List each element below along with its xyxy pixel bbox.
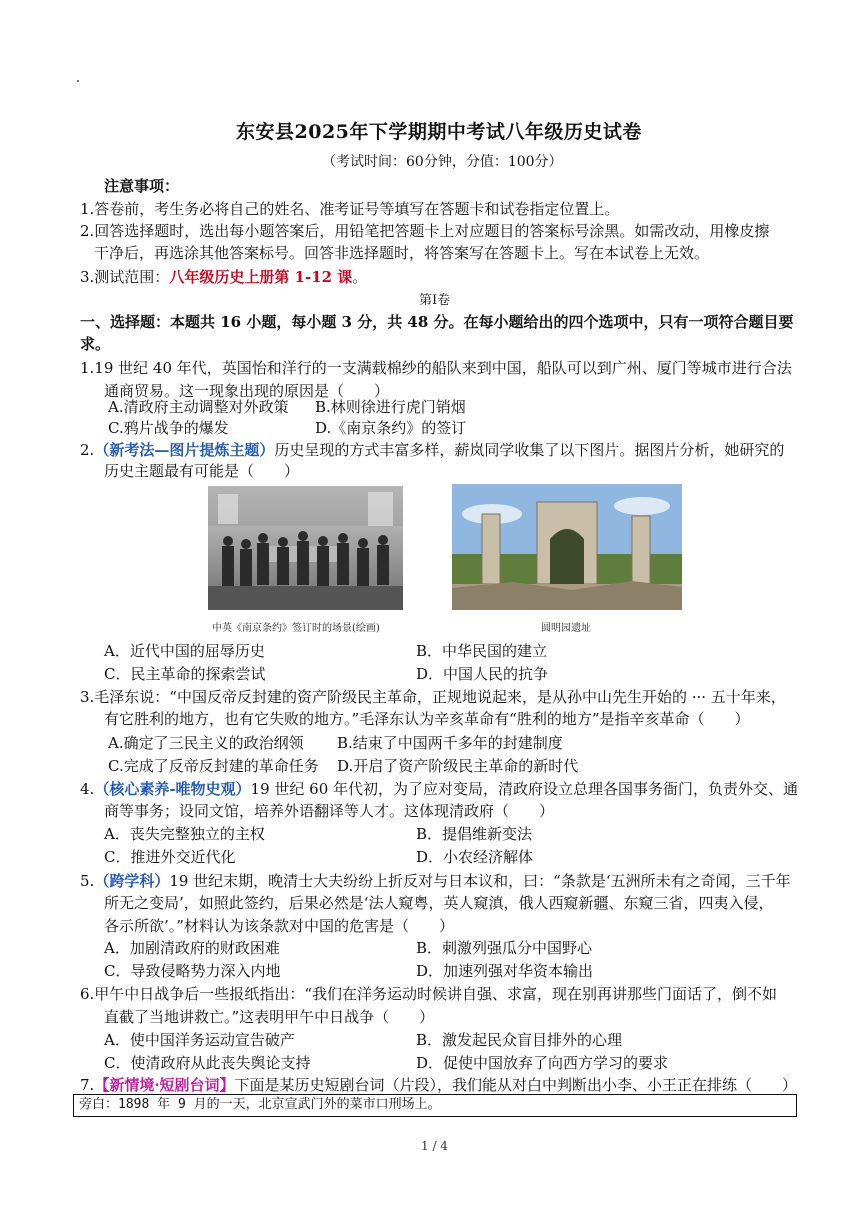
exam-subtitle: （考试时间：60分钟，分值：100分） — [322, 154, 563, 170]
notice-2b: 干净后，再选涂其他答案标号。回答非选择题时，将答案写在答题卡上。写在本试卷上无效。 — [94, 244, 710, 262]
q1-option-d: D.《南京条约》的签订 — [315, 419, 467, 437]
q1-option-a: A.清政府主动调整对外政策 — [108, 398, 289, 416]
section-heading-b: 求。 — [80, 335, 111, 353]
q1-stem-a: 1.19 世纪 40 年代，英国怡和洋行的一支满载棉纱的船队来到中国，船队可以到广州、厦门等城市进行合法 — [80, 359, 792, 377]
q4-option-d: D．小农经济解体 — [416, 848, 534, 866]
q2-number: 2. — [80, 441, 95, 459]
q3-option-c: C.完成了反帝反封建的革命任务 — [108, 757, 319, 775]
q4-stem-b: 商等事务；设同文馆，培养外语翻译等人才。这体现清政府（ ） — [104, 802, 555, 820]
q5-option-d: D．加速列强对华资本输出 — [416, 962, 594, 980]
q4-option-a: A．丧失完整独立的主权 — [104, 825, 265, 843]
q3-option-a: A.确定了三民主义的政治纲领 — [108, 734, 304, 752]
volume-label: 第Ⅰ卷 — [419, 293, 451, 308]
q2-stem-text: 历史呈现的方式丰富多样，薪岚同学收集了以下图片。据图片分析，她研究的 — [274, 441, 785, 459]
q6-option-d: D．促使中国放弃了向西方学习的要求 — [416, 1054, 669, 1072]
q5-tag: （跨学科） — [94, 872, 170, 890]
q2-option-d: D．中国人民的抗争 — [416, 665, 549, 683]
q2-option-c: C．民主革命的探索尝试 — [104, 665, 266, 683]
q7-narration: 旁白：1898 年 9 月的一天，北京宣武门外的菜市口刑场上。 — [79, 1097, 441, 1112]
q2-stem-a — [80, 440, 784, 460]
q6-option-a: A．使中国洋务运动宣告破产 — [104, 1031, 295, 1049]
page-number: 1 / 4 — [421, 1139, 448, 1153]
q6-option-c: C．使清政府从此丧失舆论支持 — [104, 1054, 311, 1072]
q7-stem — [80, 1075, 797, 1095]
q5-number: 5. — [80, 872, 95, 890]
scan-dot — [77, 80, 79, 82]
yuanmingyuan-ruins-photo — [452, 484, 682, 610]
q5-option-b: B．刺激列强瓜分中国野心 — [416, 939, 593, 957]
caption-ruins: 圆明园遗址 — [541, 623, 591, 634]
q4-stem-a — [80, 779, 798, 799]
q6-option-b: B．激发起民众盲目排外的心理 — [416, 1031, 623, 1049]
q7-tag: 【新情境·短剧台词】 — [94, 1076, 235, 1094]
q5-stem-b: 所无之变局’，如照此签约，后果必然是‘法人窥粤，英人窥滇，俄人西窥新疆、东窥三省，四夷入侵， — [104, 894, 774, 912]
q4-number: 4. — [80, 780, 95, 798]
notice-3 — [80, 267, 367, 287]
q6-stem-a: 6.甲午中日战争后一些报纸指出：“我们在洋务运动时候讲自强、求富，现在别再讲那些门面话了，倒不如 — [80, 985, 777, 1003]
q7-number: 7. — [80, 1076, 95, 1094]
notice-heading: 注意事项： — [104, 177, 180, 195]
q2-stem-b: 历史主题最有可能是（ ） — [104, 462, 300, 480]
notice-3-suffix: 。 — [352, 268, 368, 286]
exam-title: 东安县2025年下学期期中考试八年级历史试卷 — [236, 121, 642, 143]
q5-stem-c: 各示所欲’。”材料认为该条款对中国的危害是（ ） — [104, 917, 454, 935]
q2-option-b: B．中华民国的建立 — [416, 642, 548, 660]
q1-stem-b: 通商贸易。这一现象出现的原因是（ ） — [104, 382, 390, 400]
q5-stem-a — [80, 871, 791, 891]
q1-option-c: C.鸦片战争的爆发 — [108, 419, 229, 437]
test-scope: 八年级历史上册第 1-12 课 — [169, 268, 353, 286]
q6-stem-b: 直截了当地讲救亡。”这表明甲午中日战争（ ） — [104, 1008, 435, 1026]
notice-3-prefix: 3.测试范围： — [80, 268, 170, 286]
notice-2a: 2.回答选择题时，选出每小题答案后，用铅笔把答题卡上对应题目的答案标号涂黑。如需改动，用橡皮擦 — [80, 222, 770, 240]
q5-option-a: A．加剧清政府的财政困难 — [104, 939, 280, 957]
q4-option-c: C．推进外交近代化 — [104, 848, 236, 866]
q3-option-b: B.结束了中国两千多年的封建制度 — [337, 734, 563, 752]
q2-tag: （新考法—图片提炼主题） — [94, 441, 275, 459]
q4-option-b: B．提倡维新变法 — [416, 825, 533, 843]
q4-stem-text: 19 世纪 60 年代初，为了应对变局，清政府设立总理各国事务衙门，负责外交、通 — [250, 780, 799, 798]
notice-1: 1.答卷前，考生务必将自己的姓名、准考证号等填写在答题卡和试卷指定位置上。 — [80, 200, 620, 218]
q1-option-b: B.林则徐进行虎门销烟 — [315, 398, 466, 416]
q4-tag: （核心素养-唯物史观） — [94, 780, 251, 798]
q2-option-a: A．近代中国的屈辱历史 — [104, 642, 265, 660]
q3-stem-b: 有它胜利的地方，也有它失败的地方。”毛泽东认为辛亥革命有“胜利的地方”是指辛亥革命（ ） — [104, 710, 750, 728]
caption-treaty: 中英《南京条约》签订时的场景(绘画) — [212, 623, 380, 634]
q7-stem-text: 下面是某历史短剧台词（片段），我们能从对白中判断出小李、小王正在排练（ ） — [234, 1076, 798, 1094]
q3-option-d: D.开启了资产阶级民主革命的新时代 — [337, 757, 579, 775]
treaty-signing-painting — [208, 486, 403, 610]
section-heading-a: 一、选择题：本题共 16 小题，每小题 3 分，共 48 分。在每小题给出的四个选项中，只有一项符合题目要 — [80, 313, 794, 331]
q5-stem-text: 19 世纪末期，晚清士大夫纷纷上折反对与日本议和，曰：“条款是‘五洲所未有之奇闻，三千年 — [169, 872, 791, 890]
q5-option-c: C．导致侵略势力深入内地 — [104, 962, 281, 980]
q3-stem-a: 3.毛泽东说：“中国反帝反封建的资产阶级民主革命，正规地说起来，是从孙中山先生开始的 ··· 五十年来， — [80, 688, 786, 706]
